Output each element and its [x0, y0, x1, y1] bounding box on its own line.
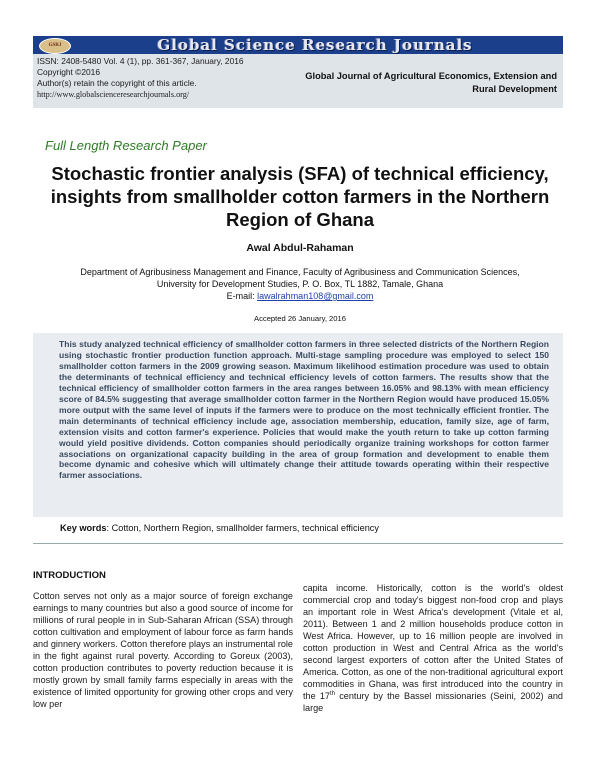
- abstract: This study analyzed technical efficiency of smallholder cotton farmers in three selected districts of the Northern Region using stochastic frontier production function approach. Multi-stage sampling procedure was employed to select 150 smallholder cotton farmers in the 2009 growing season. Maximum likelihood estimation procedure was used to obtain the determinants of technical efficiency and technical efficiency levels of cotton farmers. The results show that the technical efficiency of smallholder cotton farmers in the area ranges between 16.05% and 98.13% with mean efficiency score of 84.5% suggesting that average smallholder cotton farmer in the Northern Region would have produced 15.05% more output with the same level of inputs if the farmers were to produce on the most technically efficient frontier. The main determinants of technical efficiency include age, association membership, education, family size, age of farm, extension visits and cotton farmer's experience. Policies that would make the youth return to take up cotton farming would yield positive dividends. Cotton companies should periodically organize training workshops for cotton farmer associations on organizational capacity building in the area of group formation and development to enable them become dynamic and cohesive which will ultimately change their attitude towards operating within their respective farmer associations.: [33, 333, 563, 517]
- accepted-date: Accepted 26 January, 2016: [254, 314, 346, 323]
- author-name: Awal Abdul-Rahaman: [246, 242, 354, 254]
- email-link[interactable]: lawalrahman108@gmail.com: [257, 291, 374, 301]
- rights-line: Author(s) retain the copyright of this article.: [37, 78, 197, 88]
- body-column-left: Cotton serves not only as a major source of foreign exchange earnings to many countries but also a good source of income for millions of rural people in in Sub-Saharan African (SSA) through cotton cultivation and employment of labour force as farm hands and ginnery workers. Cotton therefore plays an instrumental role in the fight against rural poverty. According to Goreux (2003), cotton production contributes to poverty reduction because it is mostly grown by small family farms especially in areas with the existence of limited opportunity for growing other crops and very low per: [33, 591, 293, 710]
- publication-details: [37, 56, 244, 100]
- issn-line: ISSN: 2408-5480 Vol. 4 (1), pp. 361-367, January, 2016: [37, 56, 244, 66]
- email-label: E-mail:: [226, 291, 255, 301]
- journal-url[interactable]: http://www.globalscienceresearchjournals.org/: [37, 90, 190, 99]
- journal-logo: GSRJ: [39, 38, 71, 54]
- keywords-label: Key words: [60, 523, 107, 533]
- paper-type: Full Length Research Paper: [45, 138, 207, 153]
- section-divider: [33, 543, 563, 544]
- copyright-line: Copyright ©2016: [37, 67, 100, 77]
- superscript: th: [330, 691, 336, 698]
- email-line: [40, 290, 560, 302]
- journal-banner: [33, 36, 563, 54]
- keywords: [60, 523, 560, 533]
- journal-name: Global Journal of Agricultural Economics, Extension and Rural Development: [305, 71, 557, 94]
- affiliation: [40, 266, 560, 302]
- keywords-list: : Cotton, Northern Region, smallholder farmers, technical efficiency: [106, 523, 379, 533]
- body-text: capita income. Historically, cotton is the world's oldest commercial crop and today's biggest non-food crop and plays an important role in West Africa's development (Vitale et al, 2011). Between 1 and 2 million households produce cotton in West Africa. However, up to 16 million people are involved in cotton production in West and Central Africa as the world's second largest exporters of cotton after the United States of America. Cotton, as one of the non-traditional agricultural export commodities in Ghana, was first introduced into the country in the 17: [303, 583, 563, 702]
- body-text: century by the Bassel missionaries (Seini, 2002) and large: [303, 691, 563, 714]
- affiliation-line: Department of Agribusiness Management and Finance, Faculty of Agribusiness and Communication Sciences,: [80, 267, 520, 277]
- section-heading: INTRODUCTION: [33, 570, 106, 581]
- affiliation-line: University for Development Studies, P. O. Box, TL 1882, Tamale, Ghana: [156, 279, 444, 289]
- paper-title: Stochastic frontier analysis (SFA) of technical efficiency, insights from smallholder cotton farmers in the Northern Region of Ghana: [50, 163, 550, 230]
- banner-title: Global Science Research Journals: [157, 36, 473, 54]
- journal-info-box: [33, 54, 563, 108]
- body-column-right: [303, 582, 563, 715]
